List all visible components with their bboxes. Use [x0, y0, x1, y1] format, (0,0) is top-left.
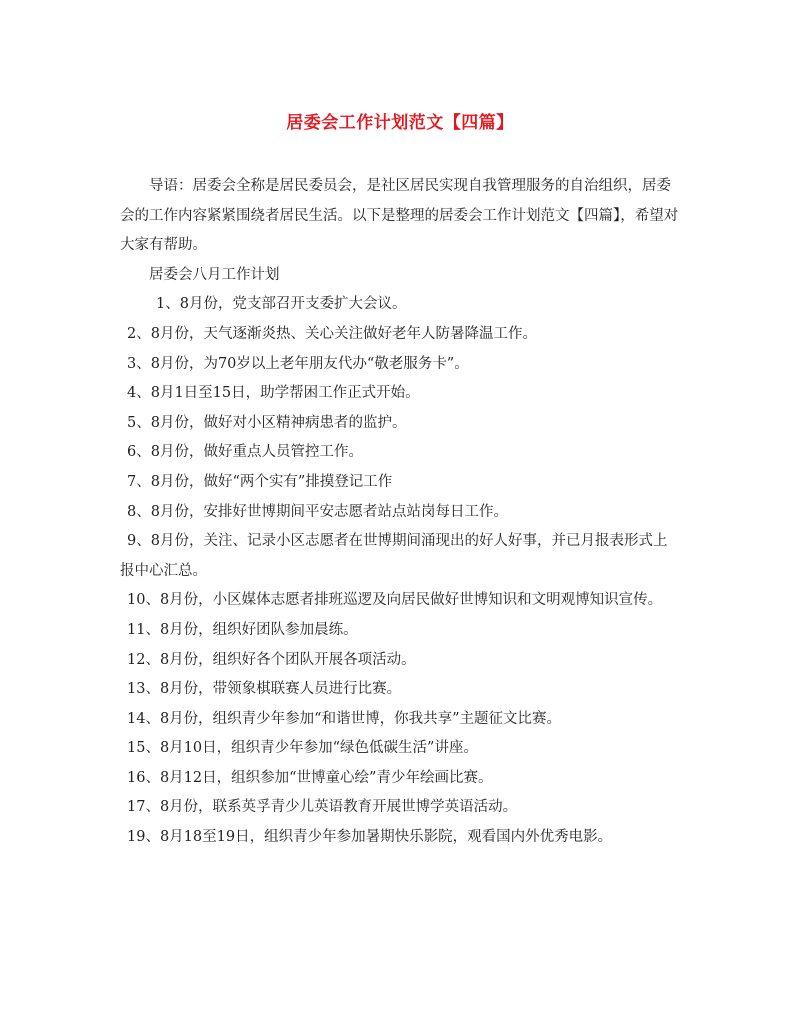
- intro-paragraph: 导语：居委会全称是居民委员会，是社区居民实现自我管理服务的自治组织，居委会的工作内容紧紧围绕者居民生活。以下是整理的居委会工作计划范文【四篇】，希望对大家有帮助。: [120, 178, 679, 254]
- list-item: 8、8月份，安排好世博期间平安志愿者站点站岗每日工作。: [127, 503, 508, 520]
- document-body: [120, 172, 680, 853]
- list-item: 5、8月份，做好对小区精神病患者的监护。: [127, 414, 407, 431]
- list-item: 14、8月份，组织青少年参加“和谐世博，你我共享”主题征文比赛。: [127, 710, 561, 727]
- list-item: 4、8月1日至15日，助学帮困工作正式开始。: [127, 385, 420, 402]
- list-item: 16、8月12日，组织参加“世博童心绘”青少年绘画比赛。: [127, 769, 493, 786]
- list-item: 11、8月份，组织好团队参加晨练。: [127, 621, 358, 638]
- list-item: 12、8月份，组织好各个团队开展各项活动。: [127, 651, 416, 668]
- list-item: 3、8月份，为70岁以上老年朋友代办“敬老服务卡”。: [127, 355, 469, 372]
- document-title: 居委会工作计划范文【四篇】: [286, 113, 514, 133]
- list-item: 1、8月份，党支部召开支委扩大会议。: [156, 296, 407, 313]
- list-item: 9、8月份，关注、记录小区志愿者在世博期间涌现出的好人好事，并已月报表形式上报中心汇总。: [120, 533, 668, 579]
- list-item: 10、8月份，小区媒体志愿者排班巡逻及向居民做好世博知识和文明观博知识宣传。: [127, 592, 663, 609]
- list-item: 2、8月份，天气逐渐炎热、关心关注做好老年人防暑降温工作。: [127, 325, 537, 342]
- section-heading: 居委会八月工作计划: [149, 266, 280, 283]
- list-item: 17、8月份，联系英孚青少儿英语教育开展世博学英语活动。: [127, 799, 518, 816]
- list-item: 19、8月18至19日，组织青少年参加暑期快乐影院，观看国内外优秀电影。: [127, 829, 613, 846]
- plan-item-list: [120, 290, 680, 852]
- list-item: 7、8月份，做好“两个实有”排摸登记工作: [127, 473, 393, 490]
- list-item: 13、8月份，带领象棋联赛人员进行比赛。: [127, 681, 402, 698]
- list-item: 6、8月份，做好重点人员管控工作。: [127, 444, 363, 461]
- list-item: 15、8月10日，组织青少年参加“绿色低碳生活”讲座。: [127, 740, 478, 757]
